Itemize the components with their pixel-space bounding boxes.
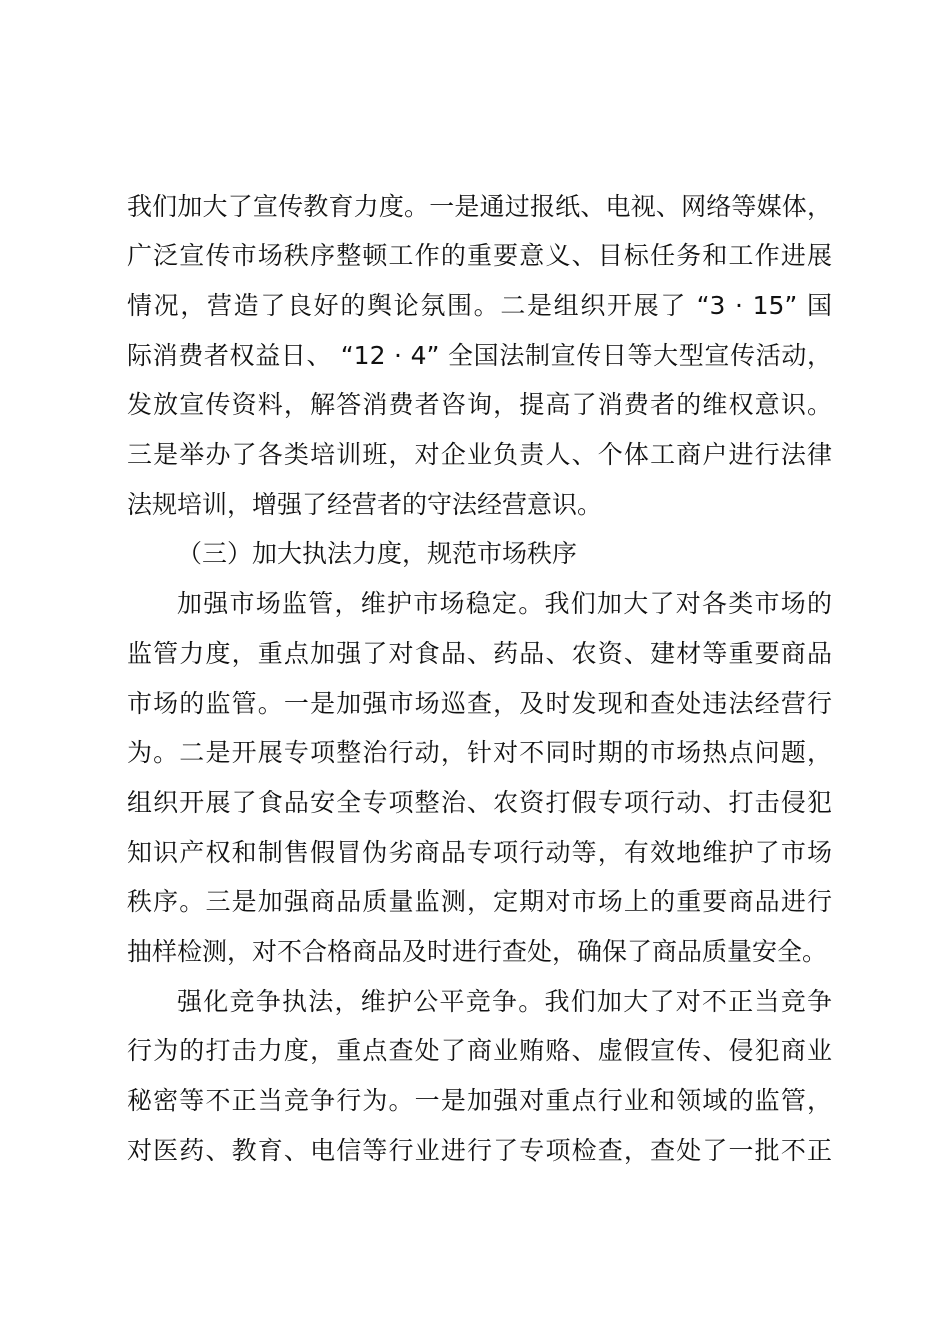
text-line: 行为的打击力度，重点查处了商业贿赂、虚假宣传、侵犯商业 bbox=[127, 1036, 832, 1065]
text-line: 知识产权和制售假冒伪劣商品专项行动等，有效地维护了市场 bbox=[127, 838, 832, 867]
text-line: 秩序。三是加强商品质量监测，定期对市场上的重要商品进行 bbox=[127, 887, 832, 916]
text-line: 三是举办了各类培训班，对企业负责人、个体工商户进行法律 bbox=[127, 440, 832, 469]
text-line: 情况，营造了良好的舆论氛围。二是组织开展了 “3 · 15” 国 bbox=[127, 291, 832, 320]
text-line: 监管力度，重点加强了对食品、药品、农资、建材等重要商品 bbox=[127, 639, 832, 668]
text-line: 为。二是开展专项整治行动，针对不同时期的市场热点问题， bbox=[127, 738, 832, 767]
text-line: 加强市场监管，维护市场稳定。我们加大了对各类市场的 bbox=[177, 589, 832, 618]
text-line: 法规培训，增强了经营者的守法经营意识。 bbox=[127, 490, 603, 519]
text-line: 组织开展了食品安全专项整治、农资打假专项行动、打击侵犯 bbox=[127, 788, 832, 817]
text-line: 抽样检测，对不合格商品及时进行查处，确保了商品质量安全。 bbox=[127, 937, 828, 966]
text-line: 我们加大了宣传教育力度。一是通过报纸、电视、网络等媒体， bbox=[127, 192, 832, 221]
text-line: 秘密等不正当竞争行为。一是加强对重点行业和领域的监管， bbox=[127, 1086, 832, 1115]
text-line: 对医药、教育、电信等行业进行了专项检查，查处了一批不正 bbox=[127, 1136, 832, 1165]
text-line: 际消费者权益日、 “12 · 4” 全国法制宣传日等大型宣传活动， bbox=[127, 341, 832, 370]
text-line: 市场的监管。一是加强市场巡查，及时发现和查处违法经营行 bbox=[127, 689, 832, 718]
text-line: 发放宣传资料，解答消费者咨询，提高了消费者的维权意识。 bbox=[127, 390, 832, 419]
text-line: 广泛宣传市场秩序整顿工作的重要意义、目标任务和工作进展 bbox=[127, 241, 832, 270]
section-heading: （三）加大执法力度，规范市场秩序 bbox=[177, 539, 578, 568]
text-line: 强化竞争执法，维护公平竞争。我们加大了对不正当竞争 bbox=[177, 987, 832, 1016]
